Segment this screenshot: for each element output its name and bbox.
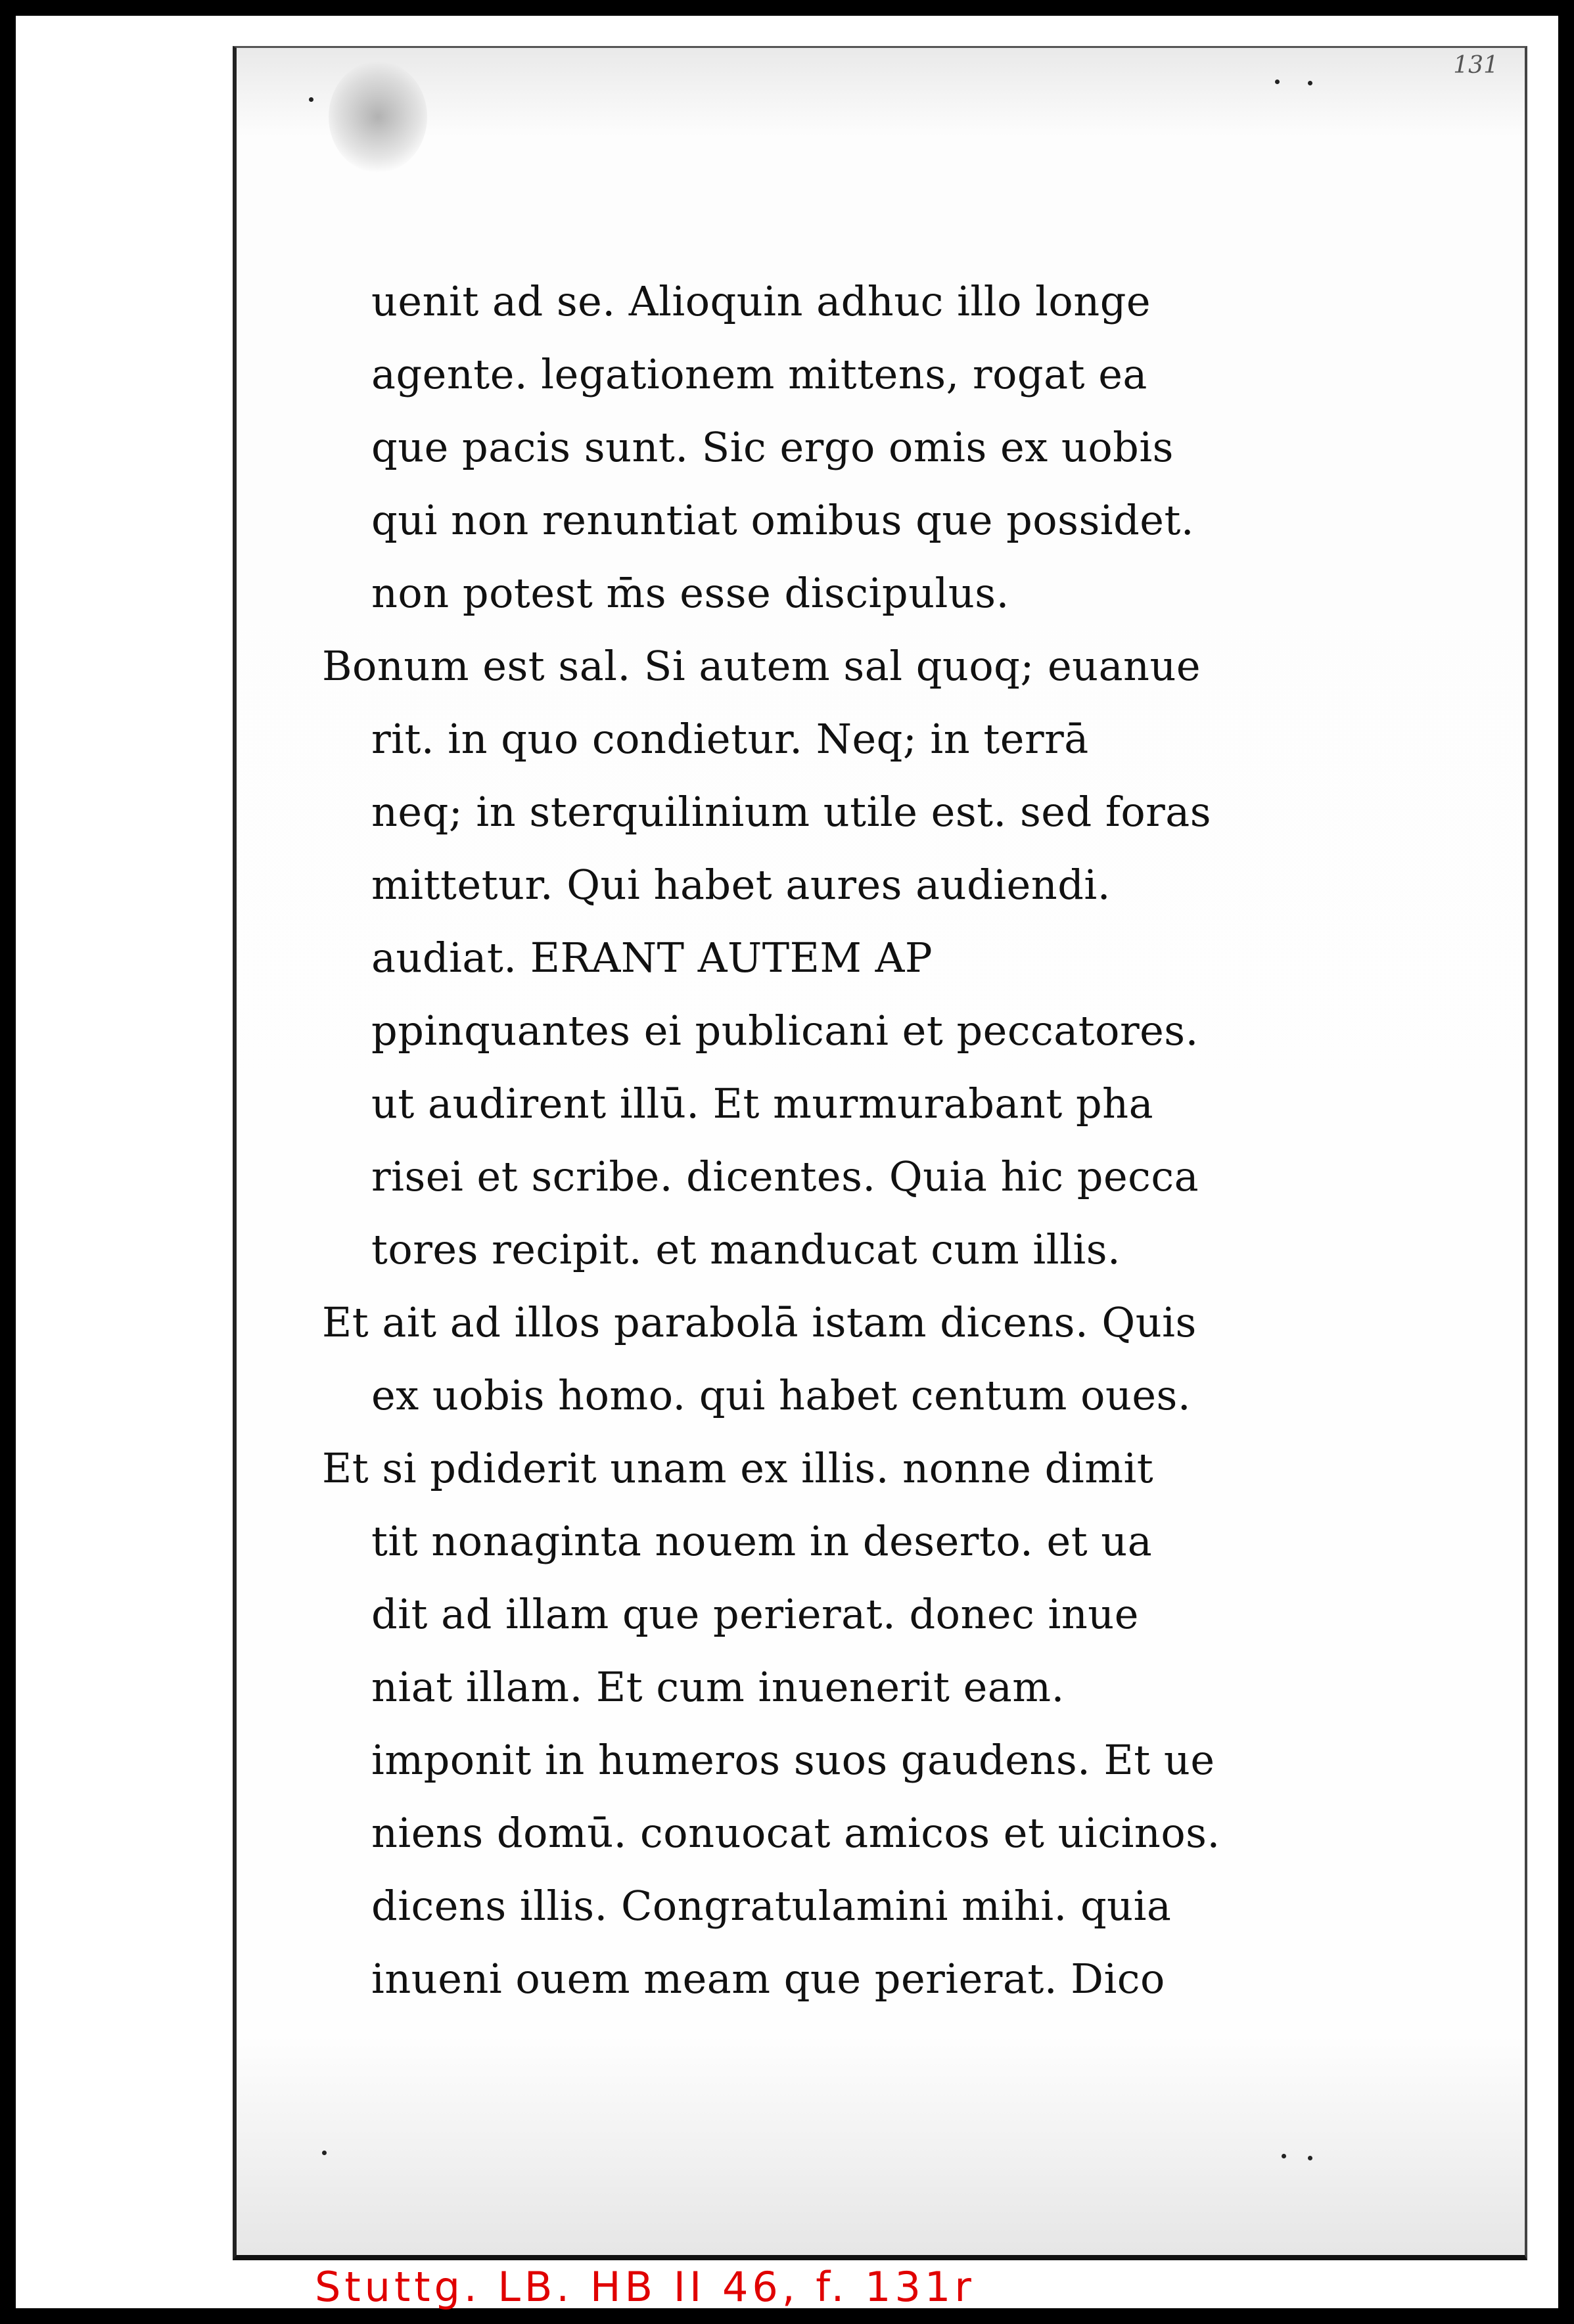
text-line: dicens illis. Congratulamini mihi. quia xyxy=(371,1882,1172,1930)
text-line: tit nonaginta nouem in deserto. et ua xyxy=(371,1517,1153,1565)
text-line: neq; in sterquilinium utile est. sed foras xyxy=(371,788,1212,836)
manuscript-leaf xyxy=(233,46,1527,2260)
text-line: Et si pdiderit unam ex illis. nonne dimit xyxy=(322,1444,1154,1492)
text-line: uenit ad se. Alioquin adhuc illo longe xyxy=(371,277,1151,325)
text-line: non potest m̄s esse discipulus. xyxy=(371,569,1009,617)
text-line: ppinquantes ei publicani et peccatores. xyxy=(371,1007,1199,1055)
library-shelfmark: Stuttg. LB. HB II 46, f. 131r xyxy=(315,2263,975,2311)
manuscript-text xyxy=(322,265,1321,2015)
text-line: tores recipit. et manducat cum illis. xyxy=(371,1225,1121,1273)
text-line: rit. in quo condietur. Neq; in terrā xyxy=(371,715,1089,763)
text-line: ex uobis homo. qui habet centum oues. xyxy=(371,1371,1192,1419)
pricking-mark xyxy=(1308,81,1312,85)
pricking-mark xyxy=(1282,2154,1286,2158)
text-line: agente. legationem mittens, rogat ea xyxy=(371,350,1147,398)
water-stain xyxy=(329,61,427,173)
text-line: mittetur. Qui habet aures audiendi. xyxy=(371,861,1111,909)
text-line: risei et scribe. dicentes. Quia hic pecca xyxy=(371,1152,1199,1200)
text-line: dit ad illam que perierat. donec inue xyxy=(371,1590,1139,1638)
folio-number: 131 xyxy=(1453,52,1498,79)
pricking-mark xyxy=(1308,2156,1312,2160)
text-line: qui non renuntiat omibus que possidet. xyxy=(371,496,1195,544)
text-line: Bonum est sal. Si autem sal quoq; euanue xyxy=(322,642,1201,690)
text-line: que pacis sunt. Sic ergo omis ex uobis xyxy=(371,423,1174,471)
photo-frame xyxy=(16,16,1558,2311)
text-line: niens domū. conuocat amicos et uicinos. xyxy=(371,1809,1220,1857)
text-line: imponit in humeros suos gaudens. Et ue xyxy=(371,1736,1215,1784)
text-line: Et ait ad illos parabolā istam dicens. Quis xyxy=(322,1298,1197,1346)
pricking-mark xyxy=(1275,80,1280,84)
pricking-mark xyxy=(309,97,313,102)
text-line: inueni ouem meam que perierat. Dico xyxy=(371,1955,1165,2003)
text-line: ut audirent illū. Et murmurabant pha xyxy=(371,1080,1154,1128)
text-line: niat illam. Et cum inuenerit eam. xyxy=(371,1663,1065,1711)
pricking-mark xyxy=(322,2151,327,2155)
text-line: audiat. ERANT AUTEM AP xyxy=(371,934,933,982)
